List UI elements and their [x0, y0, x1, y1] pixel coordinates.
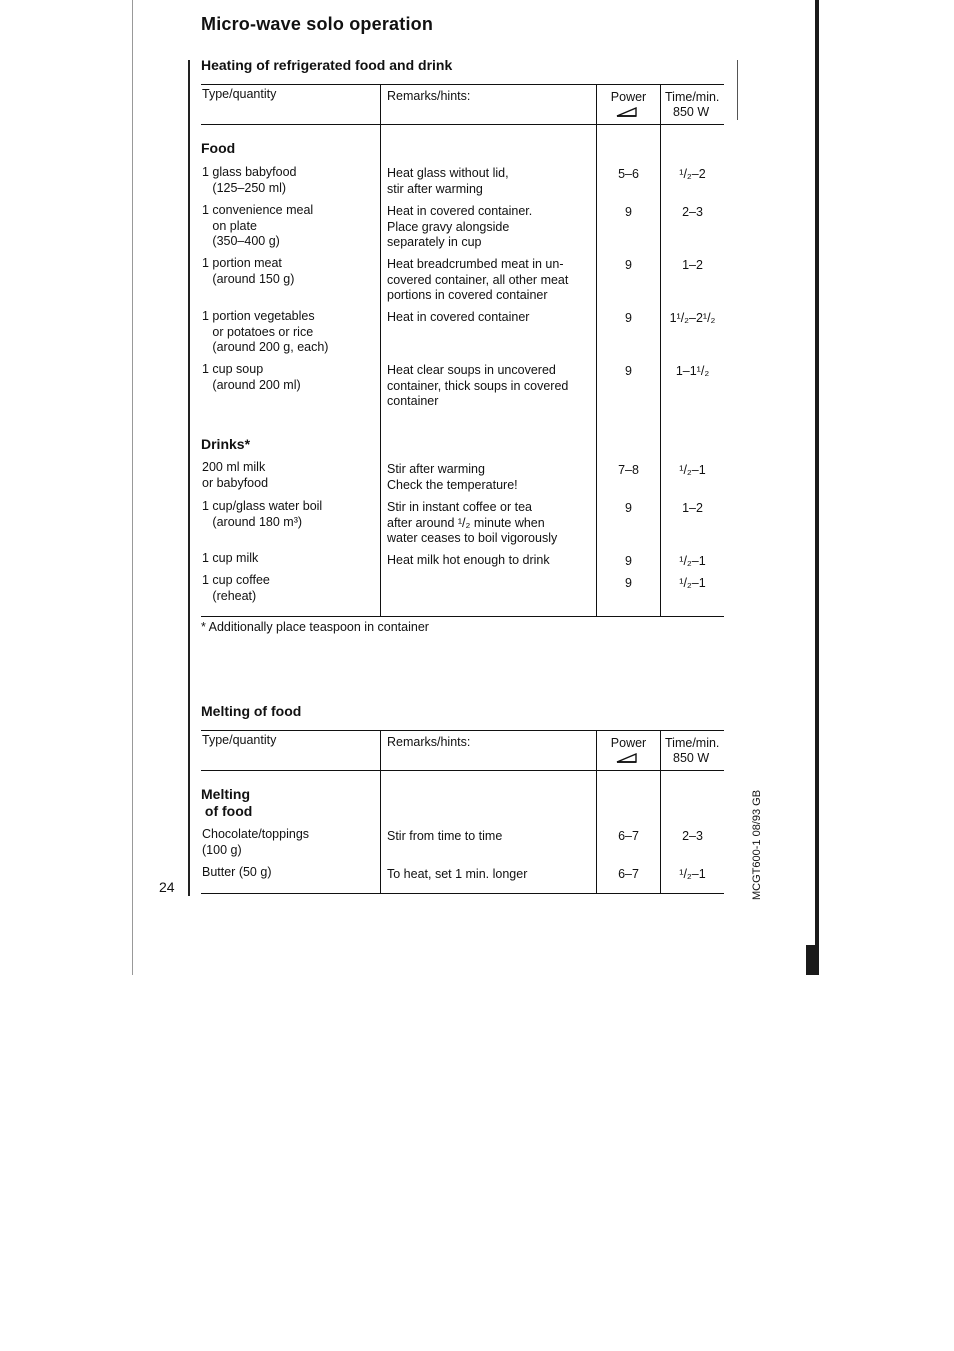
page-number: 24 [159, 879, 175, 895]
row-power: 6–7 [618, 867, 639, 881]
row-type: 1 cup milk [202, 551, 259, 565]
row-power: 6–7 [618, 829, 639, 843]
row-time: ¹/₂–1 [679, 554, 706, 568]
row-time: 1–2 [682, 258, 703, 272]
document-code: MCGT600-1 08/93 GB [751, 789, 763, 900]
row-time: 1¹/₂–2¹/₂ [669, 311, 716, 325]
row-remarks: To heat, set 1 min. longer [387, 867, 528, 881]
row-time: ¹/₂–1 [679, 867, 706, 881]
col-header-power: Power [610, 736, 647, 750]
col-header-time-sub: 850 W [673, 751, 710, 765]
row-time: ¹/₂–1 [679, 576, 706, 590]
food-heading: Food [201, 140, 236, 156]
row-type: Chocolate/toppings (100 g) [202, 827, 310, 857]
footnote: * Additionally place teaspoon in container [201, 620, 429, 634]
row-type: 1 convenience meal on plate (350–400 g) [202, 203, 314, 248]
power-level-icon [615, 106, 639, 118]
row-power: 5–6 [618, 167, 639, 181]
melting-heading: Melting of food [201, 786, 253, 819]
row-remarks: Stir in instant coffee or tea after around ¹/₂ minute when water ceases to boil vigorously [387, 500, 558, 545]
row-power: 9 [625, 205, 632, 219]
row-power: 7–8 [618, 463, 639, 477]
row-type: 1 glass babyfood (125–250 ml) [202, 165, 297, 195]
power-level-icon [615, 752, 639, 764]
row-remarks: Heat in covered container. Place gravy alongside separately in cup [387, 204, 533, 249]
col-header-type: Type/quantity [202, 87, 277, 101]
row-type: 1 cup coffee (reheat) [202, 573, 270, 603]
row-remarks: Heat breadcrumbed meat in un- covered container, all other meat portions in covered container [387, 257, 569, 302]
row-power: 9 [625, 576, 632, 590]
col-header-time-sub: 850 W [673, 105, 710, 119]
col-header-remarks: Remarks/hints: [387, 89, 471, 103]
right-margin-bar [737, 60, 738, 120]
row-power: 9 [625, 364, 632, 378]
row-time: ¹/₂–2 [679, 167, 706, 181]
row-remarks: Stir from time to time [387, 829, 503, 843]
row-type: Butter (50 g) [202, 865, 272, 879]
row-remarks: Heat glass without lid, stir after warming [387, 166, 509, 196]
col-header-time: Time/min. [665, 90, 720, 104]
right-page-edge [815, 0, 819, 945]
section-heating-title: Heating of refrigerated food and drink [201, 57, 453, 73]
row-power: 9 [625, 501, 632, 515]
row-type: 200 ml milk or babyfood [202, 460, 269, 490]
col-header-remarks: Remarks/hints: [387, 735, 471, 749]
right-page-edge-foot [806, 945, 819, 975]
drinks-heading: Drinks* [201, 436, 251, 452]
row-remarks: Heat clear soups in uncovered container, thick soups in covered container [387, 363, 569, 408]
row-power: 9 [625, 258, 632, 272]
col-header-power: Power [610, 90, 647, 104]
page-title: Micro-wave solo operation [201, 14, 434, 34]
row-type: 1 cup soup (around 200 ml) [202, 362, 301, 392]
left-margin-bar [188, 60, 190, 896]
row-power: 9 [625, 554, 632, 568]
row-time: 1–2 [682, 501, 703, 515]
row-type: 1 portion vegetables or potatoes or rice (around 200 g, each) [202, 309, 329, 354]
row-time: 2–3 [682, 829, 703, 843]
row-type: 1 cup/glass water boil (around 180 m³) [202, 499, 323, 529]
row-time: 2–3 [682, 205, 703, 219]
col-header-time: Time/min. [665, 736, 720, 750]
col-header-type: Type/quantity [202, 733, 277, 747]
row-type: 1 portion meat (around 150 g) [202, 256, 295, 286]
section-melting-title: Melting of food [201, 703, 302, 719]
row-time: ¹/₂–1 [679, 463, 706, 477]
left-page-edge [132, 0, 133, 975]
row-remarks: Stir after warming Check the temperature! [387, 462, 518, 492]
row-remarks: Heat milk hot enough to drink [387, 553, 550, 567]
row-time: 1–1¹/₂ [675, 364, 710, 378]
row-remarks: Heat in covered container [387, 310, 530, 324]
row-power: 9 [625, 311, 632, 325]
